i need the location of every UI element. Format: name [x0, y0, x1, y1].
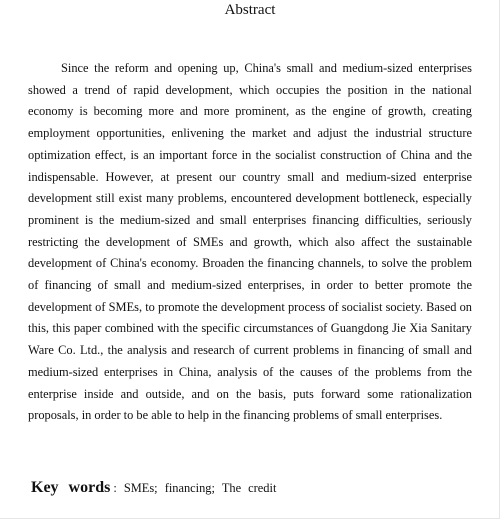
keywords-line [31, 479, 276, 497]
keywords-value: : SMEs; financing; The credit [113, 481, 277, 495]
abstract-body: Since the reform and opening up, China's small and medium-sized enterprises showed a trend of rapid development, which occupies the position in the national economy is becoming more and more prominent, as the engine of growth, creating employment opportunities, enlivening the market and adjust the industrial structure optimization effect, is an important force in the socialist construction of China and the indispensable. However, at present our country small and medium-sized enterprise development still exist many problems, encountered development bottleneck, especially prominent is the medium-sized and small enterprises financing difficulties, seriously restricting the development of SMEs and growth, which also affect the sustainable development of China's economy. Broaden the financing channels, to solve the problem of financing of small and medium-sized enterprises, in order to better promote the development of SMEs, to promote the development process of socialist society. Based on this, this paper combined with the specific circumstances of Guangdong Jie Xia Sanitary Ware Co. Ltd., the analysis and research of current problems in financing of small and medium-sized enterprises in China, analysis of the causes of the problems from the enterprise inside and outside, and on the basis, puts forward some rationalization proposals, in order to be able to help in the financing problems of small enterprises. [28, 61, 472, 423]
keywords-label-key: Key [31, 479, 59, 496]
keywords-label-words: words [68, 479, 111, 496]
abstract-title: Abstract [224, 2, 276, 18]
